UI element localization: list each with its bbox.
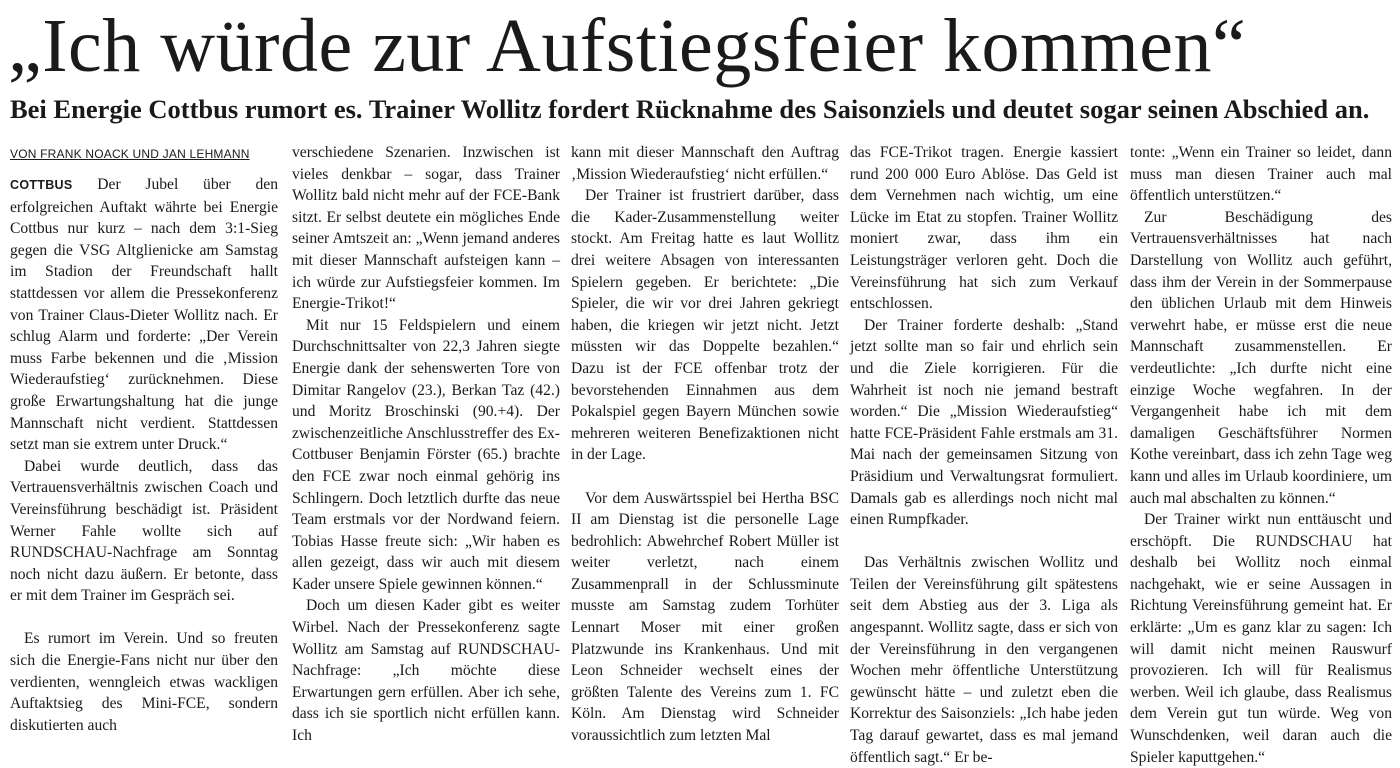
paragraph: Zur Beschädigung des Vertrauensverhältnisses hat nach Darstellung von Wollitz auch geführt, dass ihm der Verein in der Sommerpause den üblichen Urlaub mit dem Hinweis verwehrt habe, er müsse erst die neue Mannschaft zusammenstellen. Er verdeutlichte: „Ich durfte nicht eine einzige Woche wegfahren. In der Vergangenheit habe ich mit dem damaligen Geschäftsführer Normen Kothe vereinbart, dass ich zehn Tage weg kann und alles im Urlaub koordiniere, um auch mal abschalten zu können.“ (1130, 208, 1392, 507)
dateline: COTTBUS (10, 178, 73, 192)
subheadline: Bei Energie Cottbus rumort es. Trainer Wollitz fordert Rücknahme des Saisonziels und deutet sogar seinen Abschied an. (10, 94, 1370, 124)
headline: „Ich würde zur Aufstiegsfeier kommen“ (8, 4, 1247, 88)
paragraph: tonte: „Wenn ein Trainer so leidet, dann muss man diesen Trainer auch mal öffentlich unterstützen.“ (1130, 144, 1392, 205)
article-column-2 (292, 142, 560, 747)
paragraph: das FCE-Trikot tragen. Energie kassiert rund 200 000 Euro Ablöse. Das Geld ist dem Vernehmen nach wichtig, um eine Lücke im Etat zu stopfen. Trainer Wollitz moniert zwar, dass ihm ein Leistungsträger verloren geht. Doch die Vereinsführung hat sich zum Verkauf entschlossen. (850, 144, 1118, 313)
paragraph: Dabei wurde deutlich, dass das Vertrauensverhältnis zwischen Coach und Vereinsführung beschädigt ist. Präsident Werner Fahle wollte sich auf RUNDSCHAU-Nachfrage am Sonntag noch nicht dazu äußern. Er betonte, dass er mit dem Trainer im Gespräch sei. (10, 457, 278, 605)
article-column-3 (571, 142, 839, 747)
paragraph: Der Trainer wirkt nun enttäuscht und erschöpft. Die RUNDSCHAU hat deshalb bei Wollitz noch einmal nachgehakt, wie er seine Aussagen in Richtung Vereinsführung gemeint hat. Er erklärte: „Um es ganz klar zu sagen: Ich will damit nicht meinen Rauswurf provozieren. Ich will für Realismus werben. Weil ich glaube, dass Realismus dem Verein gut tun würde. Weg von Wunschdenken, weil daran auch die Spieler kaputtgehen.“ (1130, 511, 1392, 766)
paragraph: verschiedene Szenarien. Inzwischen ist vieles denkbar – sogar, dass Trainer Wollitz bald nicht mehr auf der FCE-Bank sitzt. Er selbst deutete ein mögliches Ende seiner Amtszeit an: „Wenn jemand anderes mit dieser Mannschaft aufsteigen kann – ich würde zur Aufstiegsfeier kommen. Im Energie-Trikot!“ (292, 144, 560, 313)
article-column-5 (1130, 142, 1392, 768)
article-column-4 (850, 142, 1118, 768)
paragraph: Doch um diesen Kader gibt es weiter Wirbel. Nach der Pressekonferenz sagte Wollitz am Samstag auf RUNDSCHAU-Nachfrage: „Ich möchte diese Erwartungen gern erfüllen. Aber ich sehe, dass ich sie sportlich nicht erfüllen kann. Ich (292, 597, 560, 745)
article-column-1 (10, 146, 278, 736)
paragraph: Es rumort im Verein. Und so freuten sich die Energie-Fans nicht nur über den verdienten, wenngleich etwas wackligen Auftaktsieg des Mini-FCE, sondern diskutierten auch (10, 630, 278, 734)
paragraph: Der Trainer forderte deshalb: „Stand jetzt sollte man so fair und ehrlich sein und die Ziele korrigieren. Für die Wahrheit ist noch nie jemand bestraft worden.“ Die „Mission Wiederaufstieg“ hatte FCE-Präsident Fahle erstmals am 31. Mai nach der gemeinsamen Sitzung von Präsidium und Verwaltungsrat formuliert. Damals gab es allerdings noch nicht mal einen Rumpfkader. (850, 316, 1118, 529)
paragraph: Mit nur 15 Feldspielern und einem Durchschnittsalter von 22,3 Jahren siegte Energie dank der sehenswerten Tore von Dimitar Rangelov (23.), Berkan Taz (42.) und Moritz Broschinski (90.+4). Der zwischenzeitliche Anschlusstreffer des Ex-Cottbuser Benjamin Förster (65.) brachte den FCE zwar noch einmal gehörig ins Schlingern. Doch letztlich durfte das neue Team erstmals vor der Nordwand feiern. Tobias Hasse freute sich: „Wir haben es allen gezeigt, dass wir auch mit diesem Kader unsere Spiele gewinnen können.“ (292, 316, 560, 593)
paragraph: Das Verhältnis zwischen Wollitz und Teilen der Vereinsführung gilt spätestens seit dem Abstieg aus der 3. Liga als angespannt. Wollitz sagte, dass er sich von der Vereinsführung in den vergangenen Wochen mehr öffentliche Unterstützung gewünscht hätte – und zuletzt eben die Korrektur des Saisonziels: „Ich habe jeden Tag darauf gewartet, dass es mal jemand öffentlich sagt.“ Er be- (850, 554, 1118, 766)
byline: VON FRANK NOACK UND JAN LEHMANN (10, 147, 250, 161)
paragraph: Vor dem Auswärtsspiel bei Hertha BSC II am Dienstag ist die personelle Lage bedrohlich: Abwehrchef Robert Müller ist weiter verletzt, nach einem Zusammenprall in der Schlussminute musste am Samstag zudem Torhüter Lennart Moser mit einer großen Platzwunde ins Krankenhaus. Und mit Leon Schneider wechselt eines der größten Talente des Vereins zum 1. FC Köln. Am Dienstag wird Schneider voraussichtlich zum letzten Mal (571, 489, 839, 745)
paragraph: kann mit dieser Mannschaft den Auftrag ‚Mission Wiederaufstieg‘ nicht erfüllen.“ (571, 144, 839, 183)
paragraph: COTTBUS Der Jubel über den erfolgreichen Auftakt währte bei Energie Cottbus nur kurz – nach dem 3:1-Sieg gegen die VSG Altglienicke am Samstag im Stadion der Freundschaft hallt stattdessen vor allem die Pressekonferenz von Trainer Claus-Dieter Wollitz nach. Er schlug Alarm und forderte: „Der Verein muss Farbe bekennen und die ‚Mission Wiederaufstieg‘ zurücknehmen. Diese große Erwartungshaltung hat die junge Mannschaft nicht verdient. Stattdessen setzt man sie extrem unter Druck.“ (10, 176, 278, 454)
paragraph: Der Trainer ist frustriert darüber, dass die Kader-Zusammenstellung weiter stockt. Am Freitag hatte es laut Wollitz drei weitere Absagen von interessanten Spielern gegeben. Er berichtete: „Die Spieler, die wir vor drei Jahren gekriegt haben, die kriegen wir jetzt nicht. Jetzt müssten wir das Doppelte bezahlen.“ Dazu ist der FCE offenbar trotz der bevorstehenden Einnahmen aus dem Pokalspiel gegen Bayern München sowie mehreren weiteren Benefizaktionen nicht in der Lage. (571, 187, 839, 464)
